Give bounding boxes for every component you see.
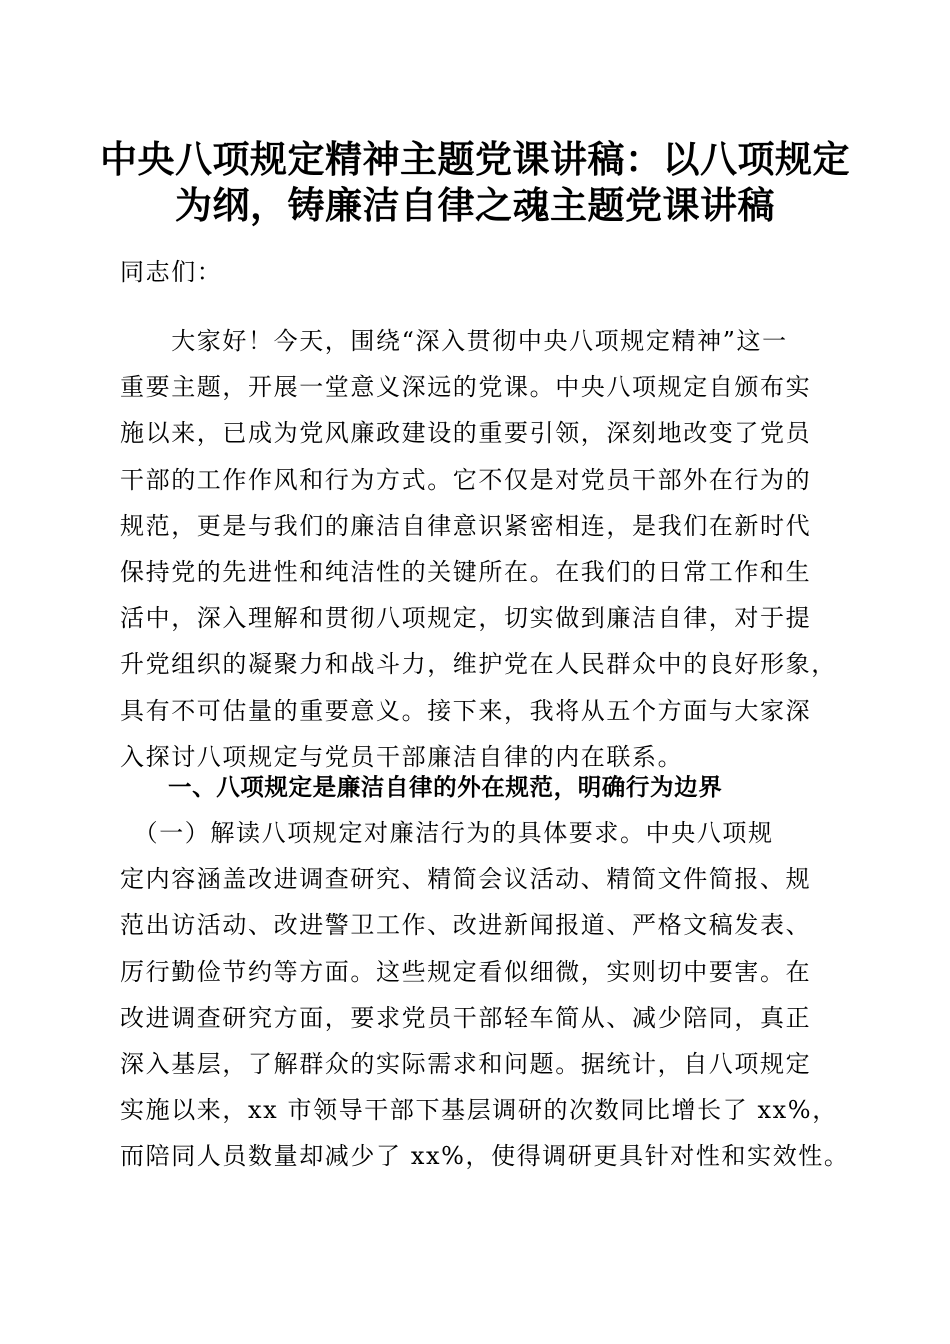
- paragraph-line: 规范，更是与我们的廉洁自律意识紧密相连，是我们在新时代: [120, 511, 812, 540]
- paragraph-line: 保持党的先进性和纯洁性的关键所在。在我们的日常工作和生: [120, 558, 812, 587]
- paragraph-intro: [120, 318, 835, 780]
- salutation-text: 同志们：: [120, 258, 223, 286]
- title-line: 中央八项规定精神主题党课讲稿：以八项规定: [100, 137, 850, 181]
- paragraph-line: 定内容涵盖改进调查研究、精简会议活动、精简文件简报、规: [120, 865, 812, 894]
- paragraph-line: 大家好！今天，围绕“深入贯彻中央八项规定精神”这一: [120, 327, 788, 355]
- paragraph-line: （一）解读八项规定对廉洁行为的具体要求。中央八项规: [120, 819, 774, 847]
- paragraph-line: 施以来，已成为党风廉政建设的重要引领，深刻地改变了党员: [120, 419, 812, 448]
- paragraph-line: 厉行勤俭节约等方面。这些规定看似细微，实则切中要害。在: [120, 957, 812, 986]
- paragraph-section-1-1: [120, 810, 850, 1180]
- paragraph-line: 升党组织的凝聚力和战斗力，维护党在人民群众中的良好形象，: [120, 650, 837, 679]
- paragraph-line: 改进调查研究方面，要求党员干部轻车简从、减少陪同，真正: [120, 1003, 812, 1032]
- paragraph-line: 实施以来，xx 市领导干部下基层调研的次数同比增长了 xx%，: [120, 1096, 838, 1125]
- section-heading-1: 一、八项规定是廉洁自律的外在规范，明确行为边界: [168, 773, 723, 801]
- title-line: 为纲，铸廉洁自律之魂主题党课讲稿: [175, 183, 775, 227]
- document-title: [80, 136, 870, 228]
- paragraph-line: 具有不可估量的重要意义。接下来，我将从五个方面与大家深: [120, 696, 812, 725]
- paragraph-line: 活中，深入理解和贯彻八项规定，切实做到廉洁自律，对于提: [120, 604, 812, 633]
- paragraph-line: 而陪同人员数量却减少了 xx%，使得调研更具针对性和实效性。: [120, 1142, 850, 1171]
- paragraph-line: 干部的工作作风和行为方式。它不仅是对党员干部外在行为的: [120, 465, 812, 494]
- paragraph-line: 范出访活动、改进警卫工作、改进新闻报道、严格文稿发表、: [120, 911, 812, 940]
- paragraph-line: 深入基层，了解群众的实际需求和问题。据统计，自八项规定: [120, 1050, 812, 1079]
- paragraph-line: 重要主题，开展一堂意义深远的党课。中央八项规定自颁布实: [120, 373, 812, 402]
- salutation: [120, 249, 835, 295]
- paragraph-line: 入探讨八项规定与党员干部廉洁自律的内在联系。: [120, 742, 684, 771]
